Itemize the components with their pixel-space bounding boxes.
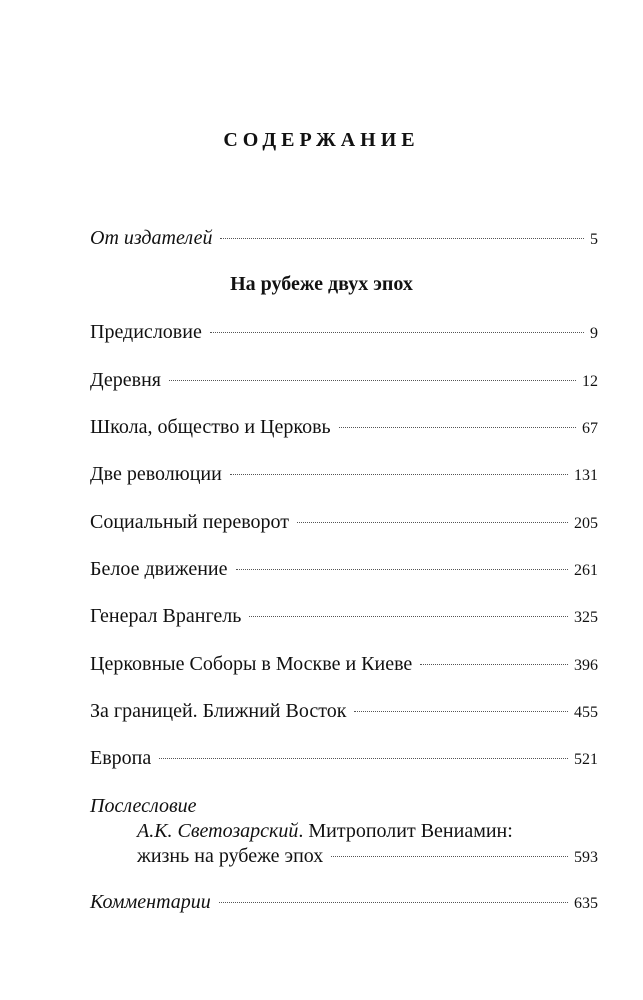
- toc-entry-page: 205: [574, 515, 598, 532]
- toc-entry-title: Социальный переворот: [90, 511, 289, 533]
- afterword-author: А.К. Светозарский: [137, 820, 299, 842]
- toc-entry: [90, 365, 598, 395]
- dot-leader: [297, 522, 568, 523]
- dot-leader: [159, 758, 568, 759]
- dot-leader: [169, 380, 576, 381]
- toc-entry: [90, 317, 598, 347]
- afterword-label: Послесловие: [90, 795, 197, 817]
- toc-entry: [90, 601, 598, 631]
- afterword-title: . Митрополит Вениамин:: [298, 820, 513, 842]
- toc-entry: [90, 554, 598, 584]
- dot-leader: [339, 427, 576, 428]
- toc-entry-page: 12: [582, 373, 598, 390]
- toc-entry-title: Генерал Врангель: [90, 605, 242, 627]
- dot-leader: [220, 238, 584, 239]
- toc-entry-title: Европа: [90, 747, 152, 769]
- toc-entry-page: 396: [574, 657, 598, 674]
- dot-leader: [230, 474, 568, 475]
- toc-heading: СОДЕРЖАНИЕ: [223, 129, 420, 151]
- toc-entry-from-publishers: [90, 223, 598, 253]
- dot-leader: [210, 332, 584, 333]
- dot-leader: [420, 664, 568, 665]
- toc-entry: [90, 649, 598, 679]
- toc-entry-title: Деревня: [90, 369, 161, 391]
- dot-leader: [236, 569, 569, 570]
- dot-leader: [331, 856, 568, 857]
- toc-entry-page: 67: [582, 420, 598, 437]
- toc-entry-commentary: [90, 887, 598, 917]
- toc-entry-page: 9: [590, 325, 598, 342]
- toc-entry-afterword: [137, 841, 598, 871]
- toc-entry-title: Две революции: [90, 463, 222, 485]
- toc-entry: [90, 743, 598, 773]
- toc-entry-title: За границей. Ближний Восток: [90, 700, 347, 722]
- toc-entry-title: Белое движение: [90, 558, 228, 580]
- toc-entry: [90, 507, 598, 537]
- dot-leader: [354, 711, 568, 712]
- toc-entry: [90, 459, 598, 489]
- toc-entry-page: 131: [574, 467, 598, 484]
- toc-entry-page: 455: [574, 704, 598, 721]
- toc-entry-title: Церковные Соборы в Москве и Киеве: [90, 653, 413, 675]
- toc-entry-title: Предисловие: [90, 321, 202, 343]
- toc-entry-page: 521: [574, 751, 598, 768]
- toc-entry: [90, 412, 598, 442]
- section-heading: На рубеже двух эпох: [230, 273, 413, 295]
- toc-entry-title: Школа, общество и Церковь: [90, 416, 331, 438]
- toc-entry-page: 635: [574, 895, 598, 912]
- toc-entry-page: 325: [574, 609, 598, 626]
- toc-entry-title: жизнь на рубеже эпох: [137, 845, 324, 867]
- toc-entry-page: 593: [574, 849, 598, 866]
- dot-leader: [249, 616, 568, 617]
- toc-entry-page: 5: [590, 231, 598, 248]
- toc-entry: [90, 696, 598, 726]
- toc-entry-page: 261: [574, 562, 598, 579]
- toc-entry-title: От издателей: [90, 227, 213, 249]
- toc-entry-title: Комментарии: [90, 891, 211, 913]
- dot-leader: [219, 902, 568, 903]
